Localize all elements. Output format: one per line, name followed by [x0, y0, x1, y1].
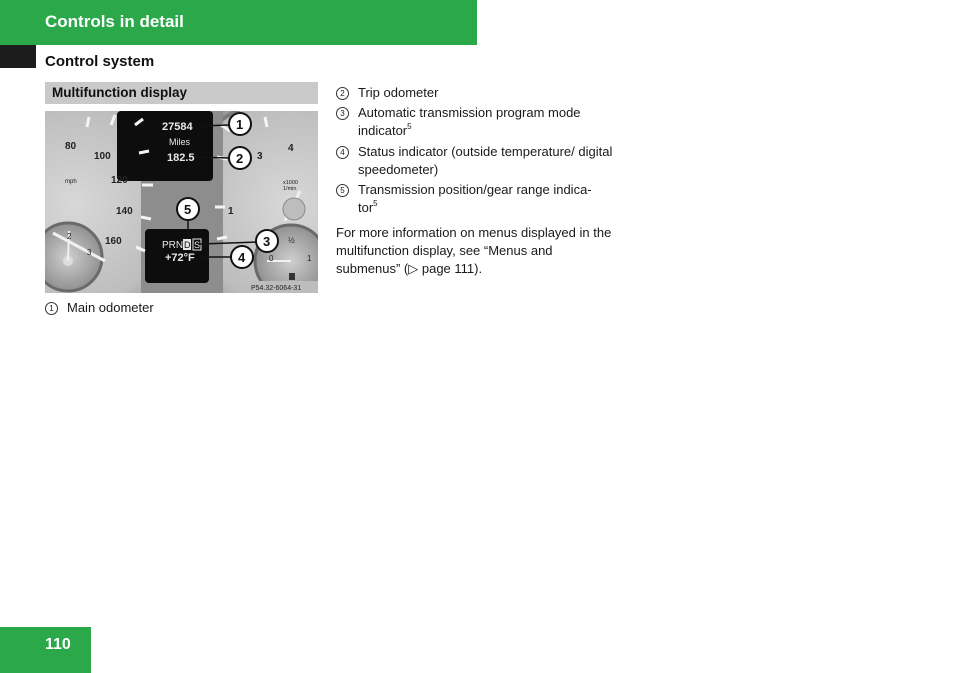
subsection-bar — [45, 82, 318, 104]
speed-unit: mph — [65, 179, 77, 185]
speed-tick-160: 160 — [105, 236, 122, 247]
rpm-tick-3: 3 — [257, 151, 263, 162]
speed-tick-120: 120 — [111, 175, 128, 186]
caption-main-odometer — [45, 299, 154, 317]
header-title: Controls in detail — [45, 12, 184, 31]
rpm-tick-4: 4 — [288, 143, 294, 154]
display-odometer-unit: Miles — [169, 137, 191, 147]
display-temperature: +72°F — [165, 252, 195, 264]
display-gear: PRN — [162, 240, 184, 251]
display-mode: S — [194, 240, 201, 250]
rpm-unit-line1: x1000 — [283, 180, 298, 186]
callout-5-label: 5 — [184, 202, 192, 217]
small-gauge-right-0: 0 — [269, 254, 274, 263]
list-item-2-text: Trip odometer — [358, 85, 439, 100]
item-number-4: 4 — [336, 146, 349, 159]
list-item-5-text-wrap — [358, 181, 610, 217]
display-odometer: 27584 — [162, 121, 193, 133]
small-gauge-right-half: ½ — [288, 236, 295, 245]
item-number-2: 2 — [336, 87, 349, 100]
callout-2 — [229, 147, 251, 169]
item-number-5: 5 — [336, 184, 349, 197]
section-title: Control system — [45, 53, 155, 70]
speed-tick-80: 80 — [65, 141, 77, 152]
page-number: 110 — [45, 636, 71, 653]
rpm-unit-line2: 1/min — [283, 186, 297, 192]
speed-tick-140: 140 — [116, 206, 133, 217]
callout-5 — [177, 198, 199, 220]
small-gauge-right-1: 1 — [307, 254, 312, 263]
callout-2-label: 2 — [236, 151, 244, 166]
small-gauge-left-3: 3 — [87, 248, 92, 257]
fuel-icon — [289, 273, 295, 280]
callout-3 — [256, 230, 278, 252]
list-item-3-text-wrap — [358, 104, 616, 140]
display-trip: 182.5 — [167, 152, 195, 164]
page-number-box — [0, 627, 91, 673]
item-number-1: 1 — [45, 302, 58, 315]
list-item-5-text: Transmission position/gear range indica-tor — [358, 182, 592, 215]
instrument-cluster-image — [45, 111, 318, 293]
rpm-tick-1: 1 — [228, 206, 234, 217]
callout-1-label: 1 — [236, 117, 244, 132]
small-gauge-left-2: 2 — [67, 232, 72, 241]
list-item-3-footnote: 5 — [407, 122, 412, 131]
header-bar — [0, 0, 477, 45]
callout-4-label: 4 — [238, 250, 246, 265]
caption-main-odometer-text: Main odometer — [67, 300, 154, 315]
speed-tick-100: 100 — [94, 151, 111, 162]
list-item-5-footnote: 5 — [373, 199, 378, 208]
figure-reference: P54.32-6064-31 — [251, 285, 302, 292]
callout-3-label: 3 — [263, 234, 271, 249]
list-item-3-text: Automatic transmission program mode indicator — [358, 105, 581, 138]
info-paragraph: For more information on menus displayed in the multifunction display, see “Menus and submenus” (▷ page 111). — [336, 225, 612, 276]
side-marker — [0, 45, 36, 68]
display-gear-selected: D — [184, 240, 191, 250]
callout-4 — [231, 246, 253, 268]
list-item-4-text: Status indicator (outside temperature/ digital speedometer) — [358, 144, 613, 177]
subsection-title: Multifunction display — [52, 85, 187, 100]
item-number-3: 3 — [336, 107, 349, 120]
callout-1 — [229, 113, 251, 135]
